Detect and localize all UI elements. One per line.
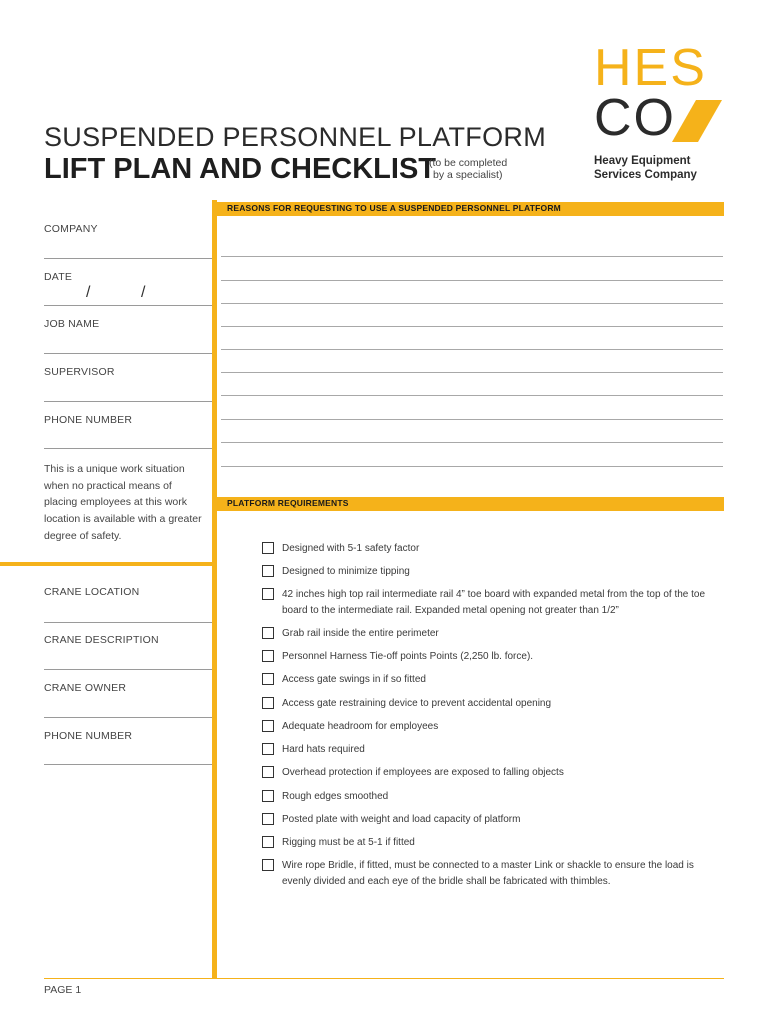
date-separator-1: /: [86, 284, 91, 301]
phone-number-label: PHONE NUMBER: [44, 414, 133, 426]
company-field[interactable]: [44, 258, 212, 259]
completion-note-line2: by a specialist): [433, 169, 503, 181]
company-label: COMPANY: [44, 223, 98, 235]
page-title-line2: LIFT PLAN AND CHECKLIST: [44, 153, 437, 185]
checkbox[interactable]: [262, 743, 274, 755]
reasons-line[interactable]: [221, 372, 723, 373]
checkbox[interactable]: [262, 588, 274, 600]
checkbox[interactable]: [262, 859, 274, 871]
checklist-item-label: Access gate swings in if so fitted: [282, 674, 426, 685]
left-section-divider: [0, 562, 216, 566]
page-number: PAGE 1: [44, 984, 82, 996]
date-field[interactable]: [44, 305, 212, 306]
checkbox[interactable]: [262, 836, 274, 848]
crane-location-label: CRANE LOCATION: [44, 586, 140, 598]
reasons-line[interactable]: [221, 303, 723, 304]
reasons-line[interactable]: [221, 256, 723, 257]
checkbox[interactable]: [262, 790, 274, 802]
checklist-item-label: Access gate restraining device to prevent accidental opening: [282, 698, 552, 709]
checklist-item-label: 42 inches high top rail intermediate rail 4” toe board with expanded metal from the top of the toe board to the intermediate rail. Expanded metal opening not greater than 1/2”: [282, 589, 706, 616]
reasons-line[interactable]: [221, 466, 723, 467]
checklist-item-label: Wire rope Bridle, if fitted, must be connected to a master Link or shackle to ensure the load is evenly divided and each eye of the bridle shall be fabricated with thimbles.: [282, 860, 694, 887]
logo-subtitle-line1: Heavy Equipment: [594, 155, 691, 167]
date-separator-2: /: [141, 284, 146, 301]
checkbox[interactable]: [262, 673, 274, 685]
crane-description-field[interactable]: [44, 669, 212, 670]
crane-location-field[interactable]: [44, 622, 212, 623]
checklist-item-label: Designed with 5-1 safety factor: [282, 543, 420, 554]
logo-subtitle: [594, 154, 697, 182]
date-label: DATE: [44, 271, 73, 283]
reasons-line[interactable]: [221, 280, 723, 281]
checkbox[interactable]: [262, 565, 274, 577]
crane-phone-number-field[interactable]: [44, 764, 212, 765]
unique-situation-note: This is a unique work situation when no practical means of placing employees at this work location is available with a greater degree of safety.: [44, 463, 202, 542]
checklist-item-label: Overhead protection if employees are exposed to falling objects: [282, 767, 564, 778]
supervisor-label: SUPERVISOR: [44, 366, 115, 378]
column-divider: [212, 200, 217, 978]
checklist-item-label: Posted plate with weight and load capacity of platform: [282, 814, 521, 825]
reasons-line[interactable]: [221, 442, 723, 443]
completion-note: [429, 157, 507, 181]
hesco-logo: [594, 39, 726, 182]
checkbox[interactable]: [262, 813, 274, 825]
checkbox[interactable]: [262, 720, 274, 732]
crane-owner-field[interactable]: [44, 717, 212, 718]
checklist-item-label: Adequate headroom for employees: [282, 721, 439, 732]
phone-number-field[interactable]: [44, 448, 212, 449]
crane-owner-label: CRANE OWNER: [44, 682, 127, 694]
supervisor-field[interactable]: [44, 401, 212, 402]
footer-rule: [44, 978, 724, 979]
checklist-item-label: Grab rail inside the entire perimeter: [282, 628, 439, 639]
reasons-heading: REASONS FOR REQUESTING TO USE A SUSPENDED PERSONNEL PLATFORM: [227, 203, 561, 213]
requirements-section-header: [217, 497, 724, 511]
reasons-line[interactable]: [221, 349, 723, 350]
checklist-item-label: Designed to minimize tipping: [282, 566, 410, 577]
logo-slash-icon: [672, 100, 722, 142]
reasons-section-header: [217, 202, 724, 216]
job-name-field[interactable]: [44, 353, 212, 354]
logo-subtitle-line2: Services Company: [594, 169, 697, 181]
checkbox[interactable]: [262, 766, 274, 778]
checkbox[interactable]: [262, 542, 274, 554]
crane-description-label: CRANE DESCRIPTION: [44, 634, 159, 646]
checklist-item-label: Personnel Harness Tie-off points Points (2,250 lb. force).: [282, 651, 534, 662]
completion-note-line1: (to be completed: [429, 157, 508, 169]
logo-text-bottom: CO: [594, 89, 676, 147]
crane-phone-number-label: PHONE NUMBER: [44, 730, 133, 742]
reasons-line[interactable]: [221, 395, 723, 396]
checklist-item-label: Rigging must be at 5-1 if fitted: [282, 837, 415, 848]
checkbox[interactable]: [262, 697, 274, 709]
checklist-item-label: Rough edges smoothed: [282, 791, 389, 802]
checkbox[interactable]: [262, 650, 274, 662]
job-name-label: JOB NAME: [44, 318, 100, 330]
reasons-line[interactable]: [221, 326, 723, 327]
checklist-item-label: Hard hats required: [282, 744, 365, 755]
page-title-line1: SUSPENDED PERSONNEL PLATFORM: [44, 122, 546, 152]
reasons-line[interactable]: [221, 419, 723, 420]
requirements-heading: PLATFORM REQUIREMENTS: [227, 498, 349, 508]
checkbox[interactable]: [262, 627, 274, 639]
logo-text-top: HES: [594, 39, 707, 97]
